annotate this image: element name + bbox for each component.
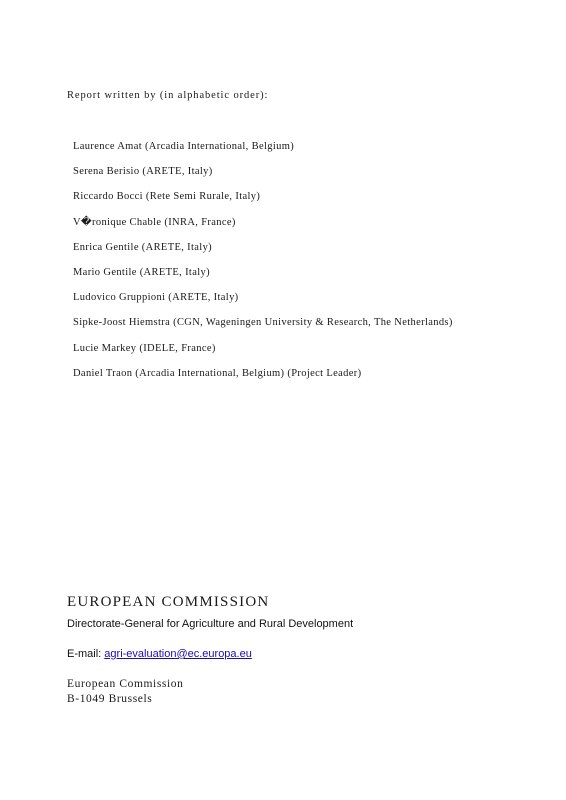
author-item: Daniel Traon (Arcadia International, Belgium) (Project Leader) [73,367,362,379]
email-label: E-mail: [67,648,102,660]
author-item: Lucie Markey (IDELE, France) [73,342,216,354]
postal-address [67,677,184,706]
address-line: European Commission [67,678,184,690]
author-item: Enrica Gentile (ARETE, Italy) [73,241,213,253]
author-item: Riccardo Bocci (Rete Semi Rurale, Italy) [73,191,261,203]
address-line: B-1049 Brussels [67,692,153,705]
author-item: Ludovico Gruppioni (ARETE, Italy) [73,292,239,304]
email-line [67,648,252,660]
author-item: V�ronique Chable (INRA, France) [73,216,236,228]
directorate-name: Directorate-General for Agriculture and Rural Development [67,618,354,630]
author-item: Serena Berisio (ARETE, Italy) [73,166,213,178]
commission-title: EUROPEAN COMMISSION [67,594,270,610]
author-item: Mario Gentile (ARETE, Italy) [73,266,210,278]
email-link[interactable]: agri-evaluation@ec.europa.eu [104,648,252,660]
author-item: Sipke-Joost Hiemstra (CGN, Wageningen University & Research, The Netherlands) [73,317,453,329]
authors-intro: Report written by (in alphabetic order): [67,90,269,101]
author-list [73,140,453,392]
author-item: Laurence Amat (Arcadia International, Belgium) [73,141,295,152]
